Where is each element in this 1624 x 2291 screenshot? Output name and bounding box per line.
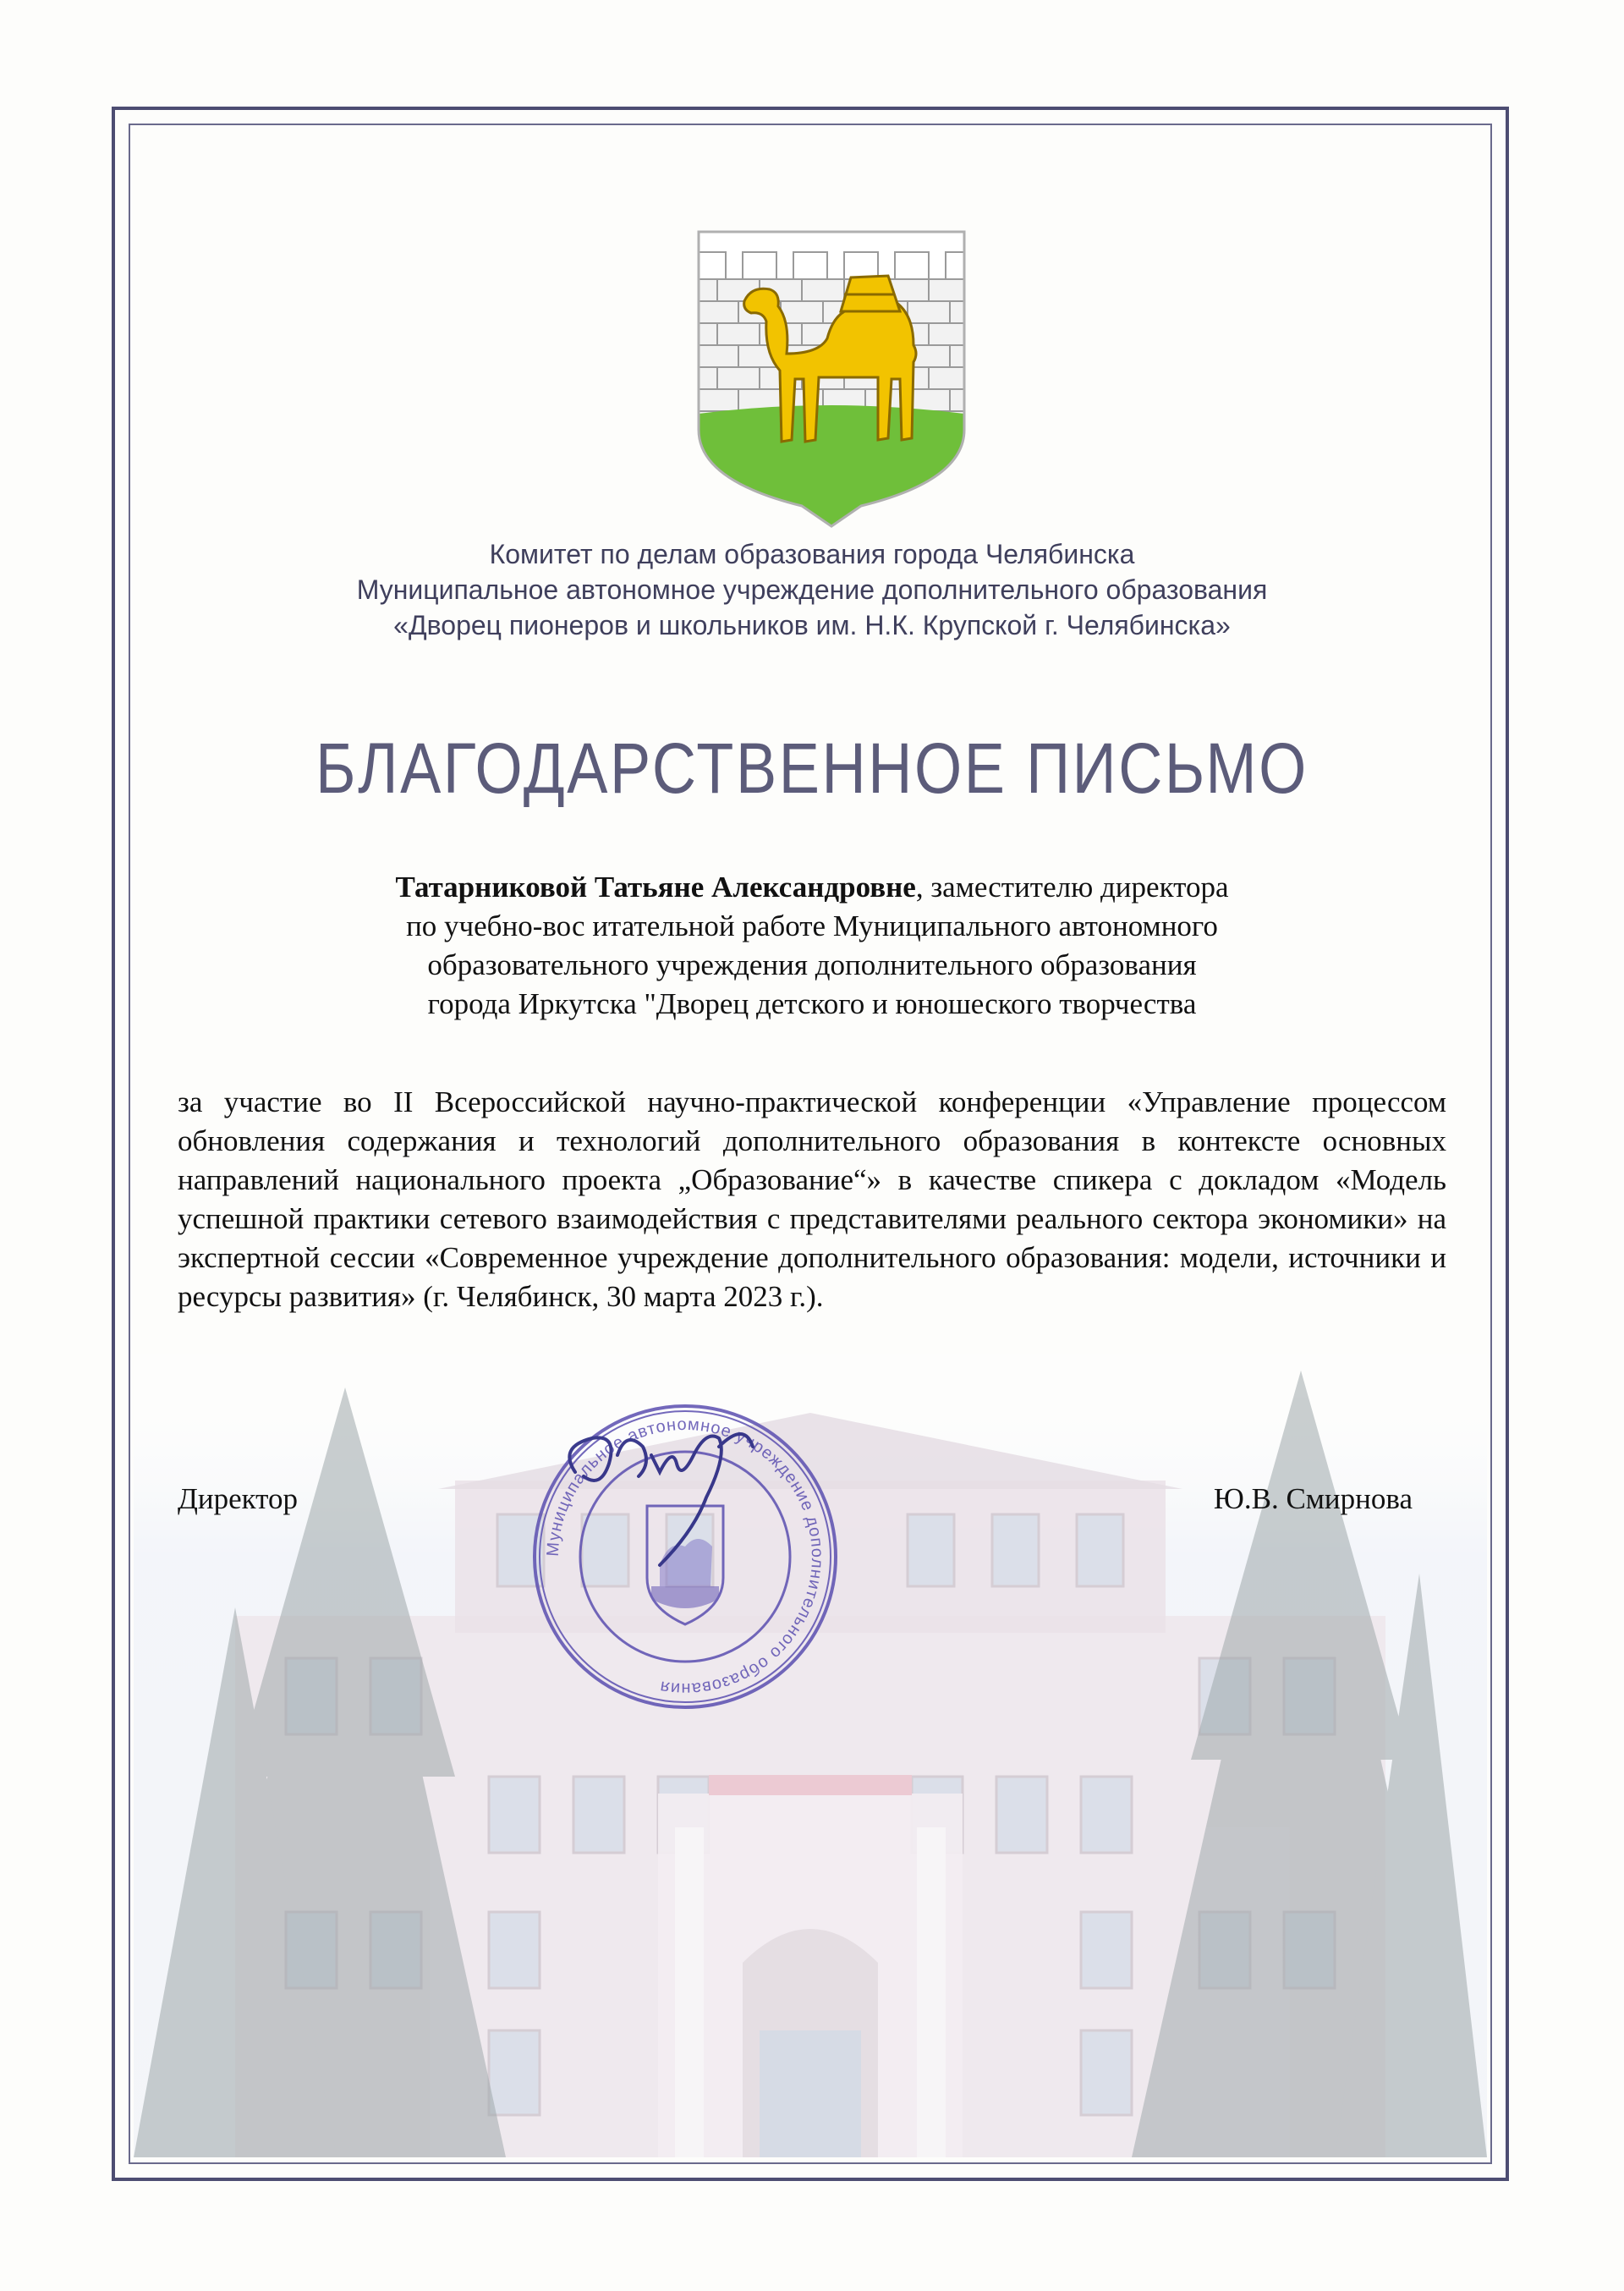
recipient-line-3: образовательного учреждения дополнительного образования bbox=[427, 948, 1197, 981]
header-line-1: Комитет по делам образования города Челябинска bbox=[489, 539, 1135, 569]
signer-name: Ю.В. Смирнова bbox=[1213, 1482, 1413, 1515]
letter-body: за участие во II Всероссийской научно-практической конференции «Управление процессом обновления содержания и технологий дополнительного образования в контексте основных направлений национального проекта „Образование“» в качестве спикера с докладом «Модель успешной практики сетевого взаимодействия с представителями реального сектора экономики» на экспертной сессии «Современное учреждение дополнительного образования: модели, источники и ресурсы развития» (г. Челябинск, 30 марта 2023 г.). bbox=[178, 1085, 1446, 1313]
issuer-header bbox=[169, 536, 1455, 643]
recipient-block bbox=[220, 868, 1404, 1024]
recipient-position: , заместителю директора bbox=[915, 871, 1229, 904]
recipient-line-2: по учебно-вос итательной работе Муниципального автономного bbox=[406, 909, 1218, 942]
recipient-name: Татарниковой Татьяне Александровне bbox=[395, 871, 916, 904]
official-round-stamp-icon bbox=[524, 1396, 846, 1717]
header-line-2: Муниципальное автономное учреждение дополнительного образования bbox=[356, 574, 1268, 605]
document-title: БЛАГОДАРСТВЕННОЕ ПИСЬМО bbox=[315, 728, 1309, 808]
stamp-text: Муниципальное автономное учреждение дополнительного образования bbox=[543, 1415, 827, 1699]
signer-position: Директор bbox=[178, 1482, 299, 1515]
header-line-3: «Дворец пионеров и школьников им. Н.К. Крупской г. Челябинска» bbox=[393, 610, 1231, 640]
recipient-line-4: города Иркутска "Дворец детского и юношеского творчества bbox=[427, 987, 1197, 1020]
chelyabinsk-coat-of-arms-camel-icon bbox=[692, 227, 971, 528]
